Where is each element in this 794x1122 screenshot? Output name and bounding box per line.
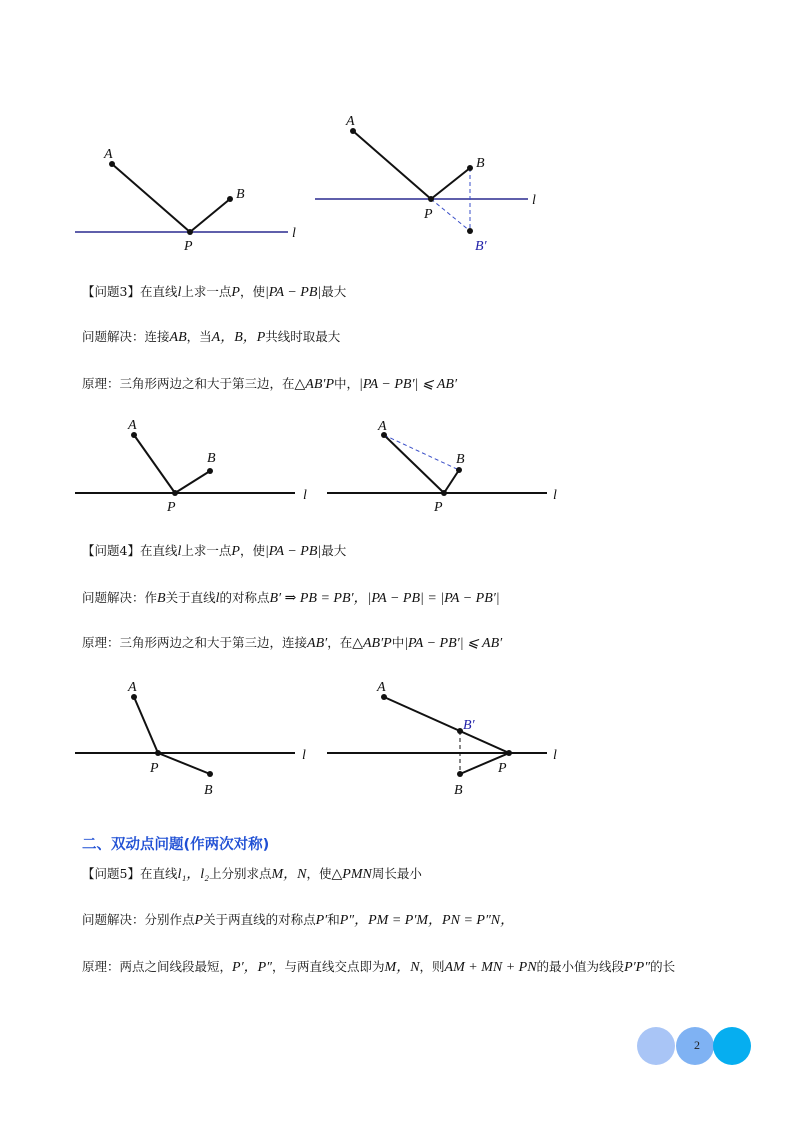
- point-B: [207, 771, 213, 777]
- page-badge-left-circle: [637, 1027, 675, 1065]
- figure-2-right: [322, 410, 572, 520]
- segment-PB: [444, 470, 459, 493]
- segment-AP: [112, 164, 190, 232]
- dashed-A-B: [384, 435, 459, 470]
- label-Bprime: B′: [463, 718, 475, 733]
- problem-5-principle: 原理：两点之间线段最短，P′，P″，与两直线交点即为M，N，则AM + MN + PN的最小值为线段P′P″的长: [82, 959, 676, 975]
- point-Bprime: [467, 228, 473, 234]
- point-P: [187, 229, 193, 235]
- problem-3-solution: 问题解决：连接AB，当A，B，P共线时取最大: [82, 329, 341, 345]
- label-P: P: [167, 500, 176, 515]
- problem-3-title: 【问题3】在直线l上求一点P，使|PA − PB|最大: [82, 284, 347, 300]
- label-P: P: [150, 761, 159, 776]
- page-number: 2: [694, 1038, 700, 1052]
- problem-4-title: 【问题4】在直线l上求一点P，使|PA − PB|最大: [82, 543, 347, 559]
- label-B: B: [236, 187, 245, 202]
- point-P: [506, 750, 512, 756]
- label-A: A: [377, 680, 386, 695]
- label-P: P: [424, 207, 433, 222]
- label-P: P: [498, 761, 507, 776]
- problem-4-solution: 问题解决：作B关于直线l的对称点B′ ⇒ PB = PB′，|PA − PB| = |PA − PB′|: [82, 590, 500, 606]
- label-B: B: [454, 783, 463, 798]
- figure-1-left: [70, 140, 310, 260]
- label-A: A: [378, 419, 387, 434]
- point-P: [155, 750, 161, 756]
- point-B: [207, 468, 213, 474]
- label-B: B: [204, 783, 213, 798]
- label-l: l: [532, 193, 536, 208]
- segment-PB: [175, 471, 210, 493]
- page-badge-right-circle: [713, 1027, 751, 1065]
- point-B: [456, 467, 462, 473]
- point-B: [227, 196, 233, 202]
- label-B: B: [476, 156, 485, 171]
- figure-2-left: [70, 410, 320, 520]
- point-P: [428, 196, 434, 202]
- problem-4-principle: 原理：三角形两边之和大于第三边，连接AB′，在△AB′P中|PA − PB′| ⩽ AB′: [82, 635, 503, 651]
- point-P: [172, 490, 178, 496]
- segment-PB: [431, 168, 470, 199]
- segment-AP: [384, 697, 509, 753]
- figure-3-left: [70, 672, 320, 802]
- label-l: l: [292, 226, 296, 241]
- label-Bprime: B′: [475, 239, 487, 254]
- problem-5-title: 【问题5】在直线l₁，l₂上分别求点M，N，使△PMN周长最小: [82, 866, 422, 882]
- section-heading: 二、双动点问题(作两次对称): [82, 837, 270, 853]
- label-l: l: [553, 748, 557, 763]
- label-A: A: [128, 418, 137, 433]
- label-B: B: [207, 451, 216, 466]
- label-A: A: [346, 114, 355, 129]
- label-P: P: [434, 500, 443, 515]
- label-A: A: [128, 680, 137, 695]
- segment-PB: [158, 753, 210, 774]
- problem-5-solution: 问题解决：分别作点P关于两直线的对称点P′和P″，PM = P′M，PN = P″N，: [82, 912, 515, 928]
- point-P: [441, 490, 447, 496]
- problem-3-principle: 原理：三角形两边之和大于第三边，在△AB′P中，|PA − PB′| ⩽ AB′: [82, 376, 458, 392]
- label-l: l: [302, 748, 306, 763]
- segment-AP: [134, 435, 175, 493]
- label-l: l: [553, 488, 557, 503]
- segment-AP: [134, 697, 158, 753]
- dashed-P-Bprime: [431, 199, 470, 231]
- segment-AP: [353, 131, 431, 199]
- point-B: [467, 165, 473, 171]
- segment-AP: [384, 435, 444, 493]
- point-B: [457, 771, 463, 777]
- figure-3-right: [322, 672, 572, 802]
- label-P: P: [184, 239, 193, 254]
- figure-1-right: [310, 105, 560, 255]
- label-A: A: [104, 147, 113, 162]
- label-B: B: [456, 452, 465, 467]
- label-l: l: [303, 488, 307, 503]
- segment-PB: [190, 199, 230, 232]
